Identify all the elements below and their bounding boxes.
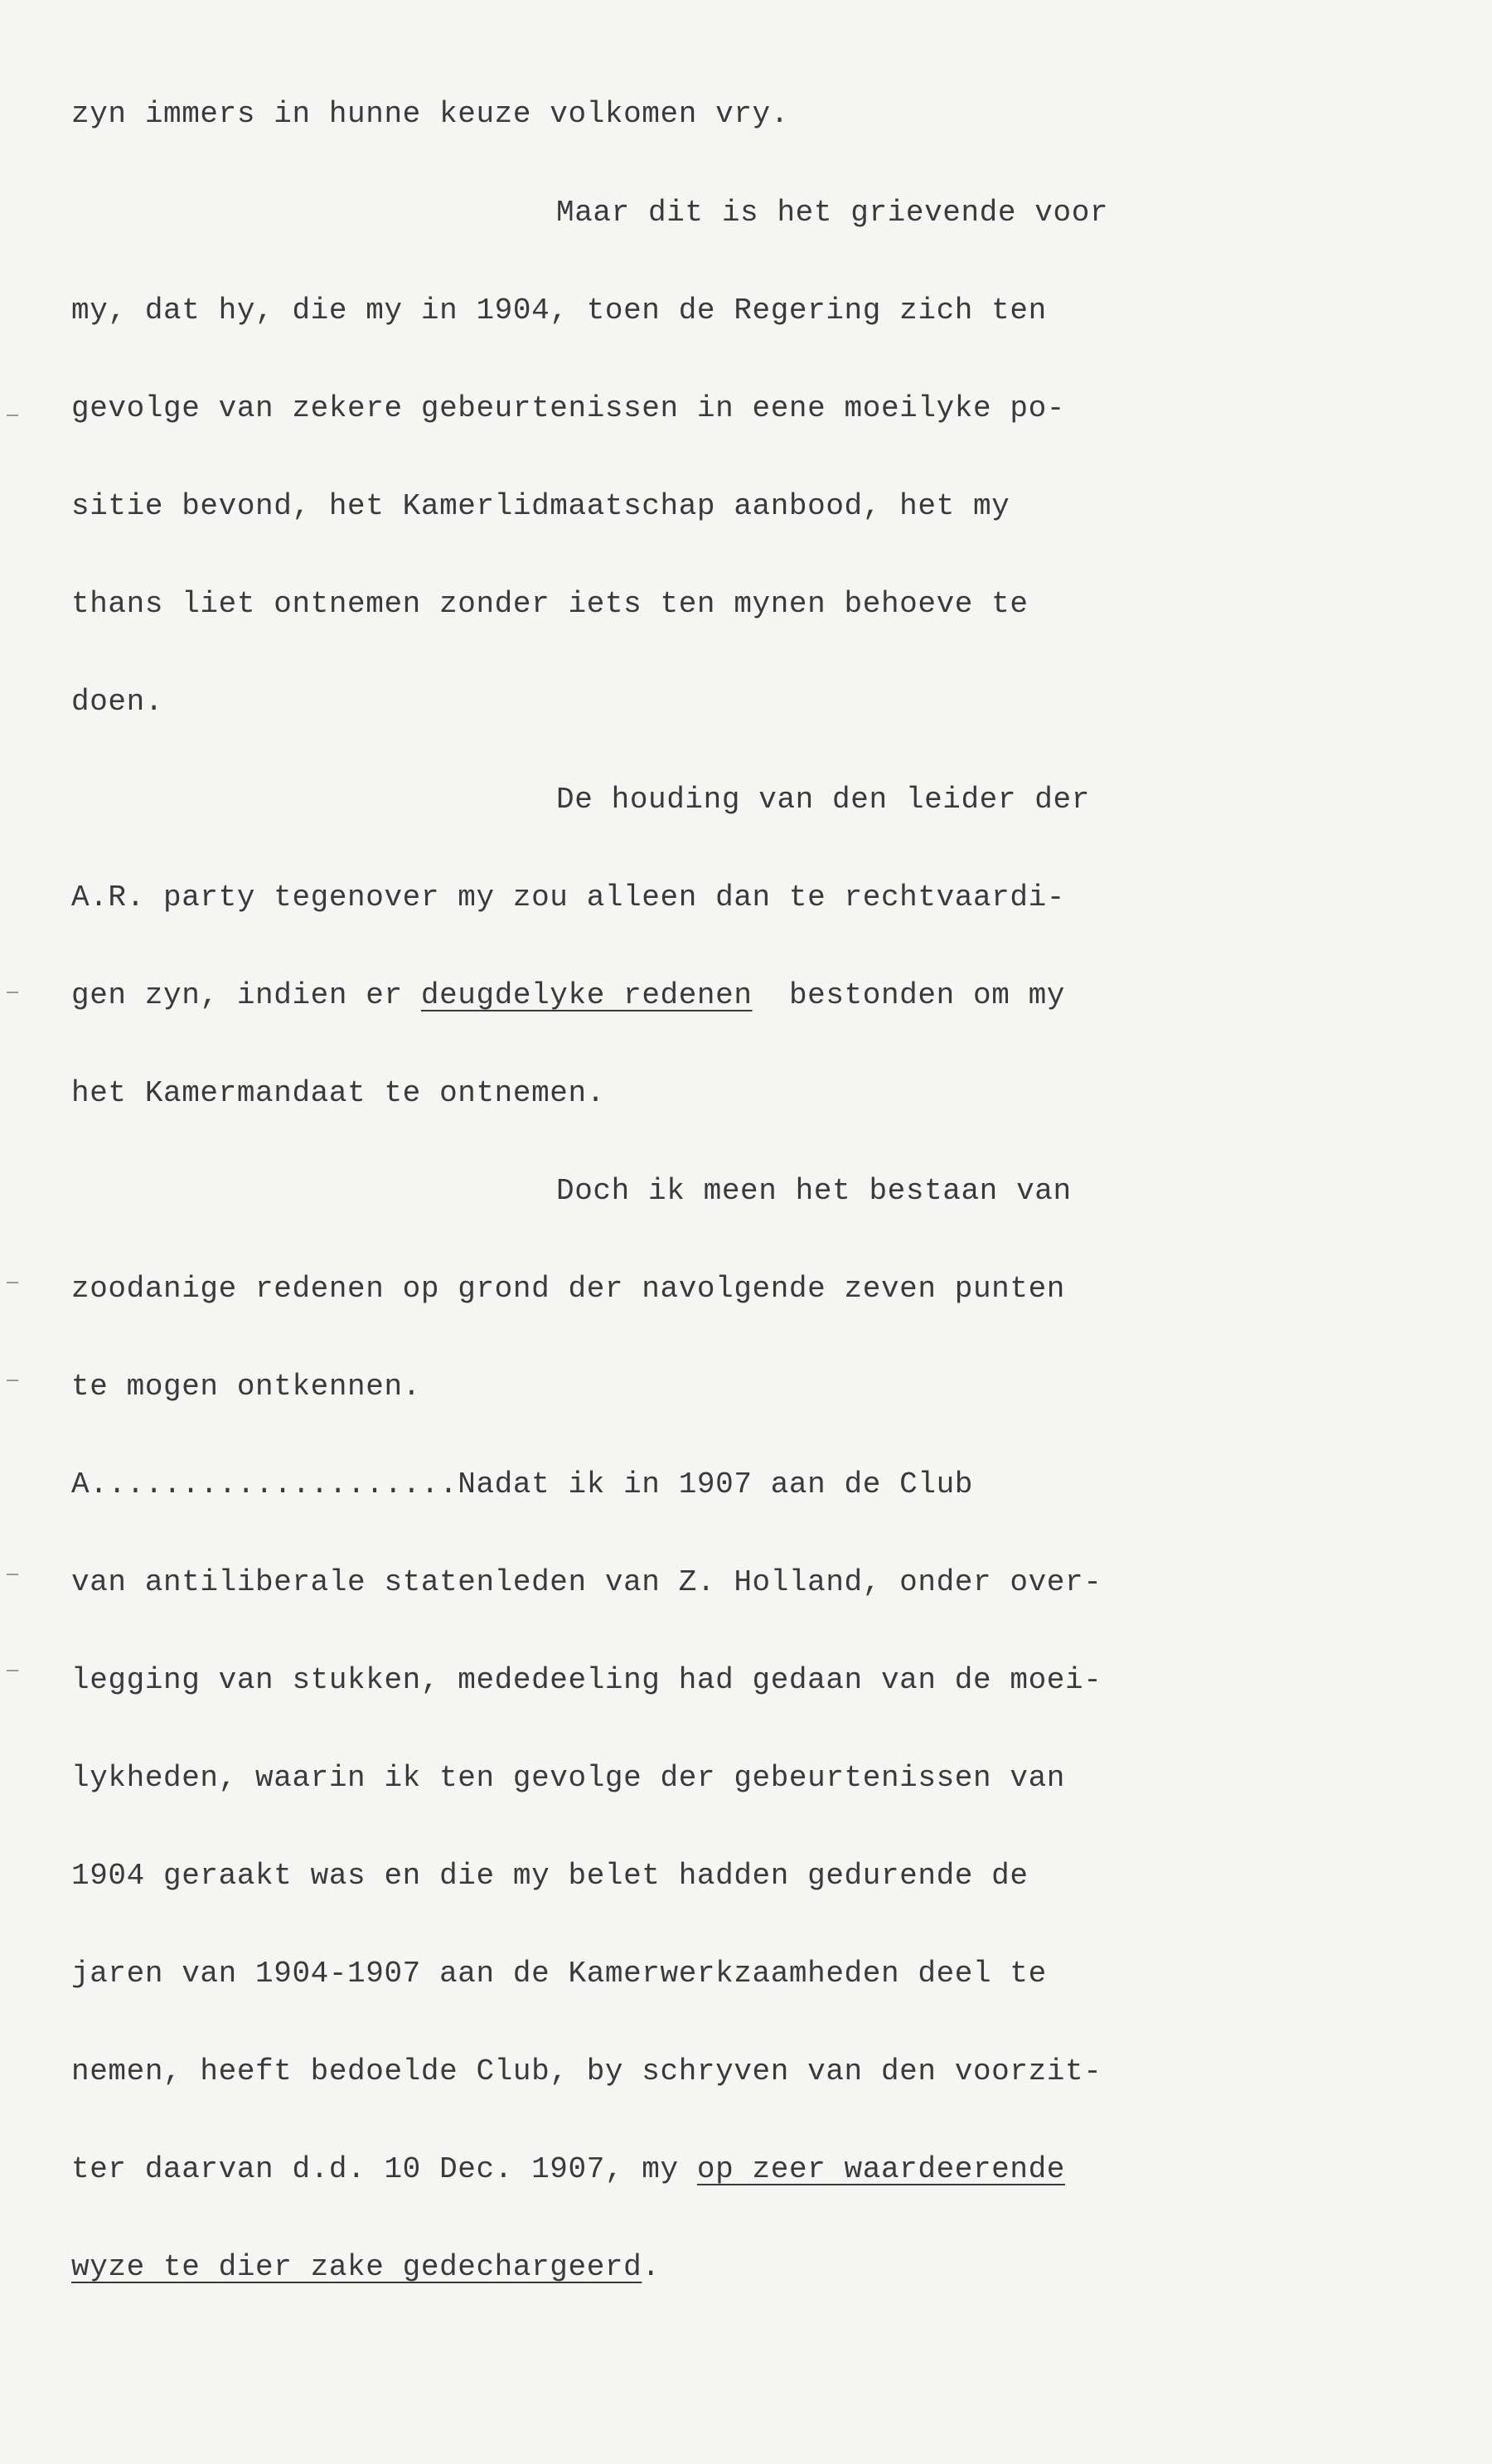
text-line: van antiliberale statenleden van Z. Holland, onder over-	[71, 1565, 1102, 1599]
margin-mark	[7, 1282, 18, 1283]
text-line: zoodanige redenen op grond der navolgende zeven punten	[71, 1272, 1065, 1306]
text-line: sitie bevond, het Kamerlidmaatschap aanbood, het my	[71, 489, 1010, 523]
margin-mark	[7, 992, 18, 993]
text-line	[71, 979, 1065, 1012]
text-line: 1904 geraakt was en die my belet hadden gedurende de	[71, 1859, 1029, 1893]
text-line	[71, 2153, 1065, 2186]
underlined-text: wyze te dier zake gedechargeerd	[71, 2250, 642, 2284]
text-line: het Kamermandaat te ontnemen.	[71, 1076, 605, 1110]
underlined-text: deugdelyke redenen	[420, 978, 753, 1012]
text-run: .	[642, 2250, 661, 2284]
text-line: doen.	[71, 685, 164, 719]
text-line: nemen, heeft bedoelde Club, by schryven van den voorzit-	[71, 2054, 1102, 2088]
text-line: lykheden, waarin ik ten gevolge der gebeurtenissen van	[71, 1761, 1065, 1795]
text-line: A.R. party tegenover my zou alleen dan te rechtvaardi-	[71, 880, 1065, 914]
text-run: ter daarvan d.d. 10 Dec. 1907, my	[71, 2152, 697, 2186]
margin-mark	[7, 1574, 18, 1575]
text-line: zyn immers in hunne keuze volkomen vry.	[71, 97, 789, 131]
text-line: Maar dit is het grievende voor	[556, 196, 1109, 230]
margin-mark	[7, 1380, 18, 1381]
text-line: A....................Nadat ik in 1907 aan de Club	[71, 1467, 973, 1501]
margin-mark	[7, 415, 18, 416]
text-line: legging van stukken, mededeeling had gedaan van de moei-	[71, 1663, 1102, 1697]
text-line: Doch ik meen het bestaan van	[556, 1174, 1072, 1208]
text-line: gevolge van zekere gebeurtenissen in eene moeilyke po-	[71, 391, 1065, 425]
margin-mark	[7, 1670, 18, 1671]
text-line: De houding van den leider der	[556, 783, 1090, 817]
underlined-text: op zeer waardeerende	[696, 2152, 1065, 2186]
text-line: te mogen ontkennen.	[71, 1370, 421, 1404]
text-run: bestonden om my	[752, 978, 1066, 1012]
text-line	[71, 2251, 661, 2284]
text-line: thans liet ontnemen zonder iets ten mynen behoeve te	[71, 587, 1029, 621]
text-run: gen zyn, indien er	[71, 978, 421, 1012]
text-line: jaren van 1904-1907 aan de Kamerwerkzaamheden deel te	[71, 1957, 1047, 1991]
text-line: my, dat hy, die my in 1904, toen de Regering zich ten	[71, 293, 1047, 327]
